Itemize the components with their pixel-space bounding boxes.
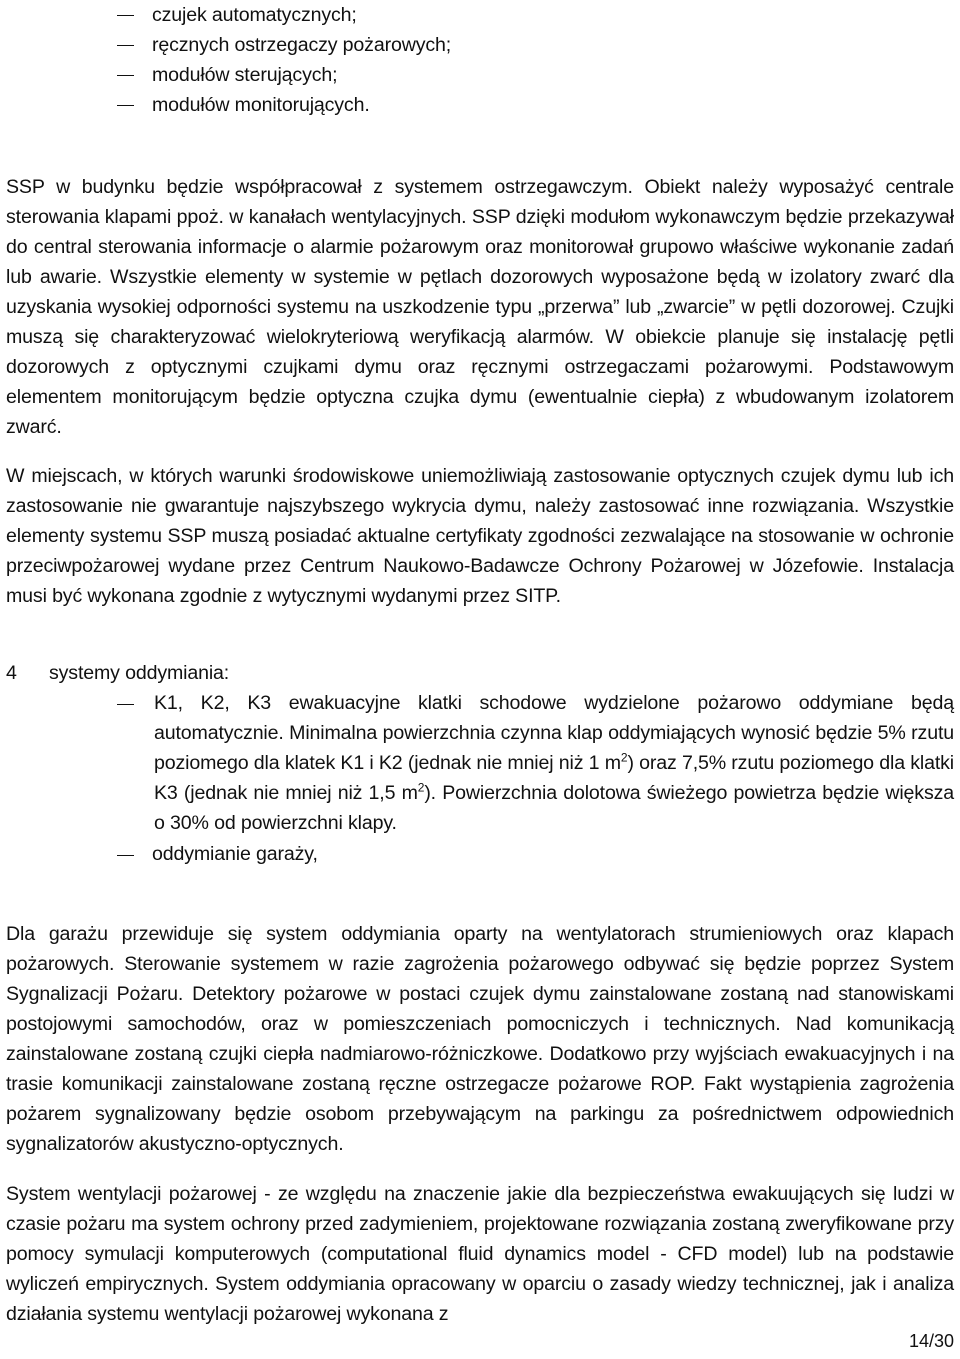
dash-bullet-icon xyxy=(117,105,134,106)
section-number: 4 xyxy=(6,662,17,684)
section-title: systemy oddymiania: xyxy=(49,662,230,684)
page-number: 14/30 xyxy=(908,1331,954,1351)
list-item-garages: oddymianie garaży, xyxy=(152,843,318,865)
stairwell-text-2: ) oraz 7,5% rzutu poziomego dla klatki K3 (jednak nie mniej niż 1,5 m xyxy=(154,752,954,804)
top-bullet-list xyxy=(0,0,960,120)
list-item-text: czujek automatycznych; xyxy=(152,4,357,26)
list-item xyxy=(0,60,960,90)
stairwell-text-1: K1, K2, K3 ewakuacyjne klatki schodowe wydzielone pożarowo oddymiane będą automatycznie. Minimalna powierzchnia czynna klap oddymiających wynosić będzie 5% rzutu poziomego dla klatek K1 i K2 (jednak nie mniej niż 1 m xyxy=(154,692,954,774)
paragraph-garage-smoke: Dla garażu przewiduje się system oddymiania oparty na wentylatorach strumieniowych oraz klapach pożarowych. Sterowanie systemem w razie zagrożenia pożarowego odbywać się będzie poprzez System Sygnalizacji Pożaru. Detektory pożarowe w postaci czujek dymu zainstalowane zostaną nad stanowiskami postojowymi samochodów, oraz w pomieszczeniach pomocniczych i technicznych. Nad komunikacją zainstalowane zostaną czujki ciepła nadmiarowo-różniczkowe. Dodatkowo przy wyjściach ewakuacyjnych i na trasie komunikacji zainstalowane zostaną ręczne ostrzegacze pożarowe ROP. Fakt wystąpienia zagrożenia pożarem sygnalizowany będzie osobom przebywającym na parkingu za pośrednictwem odpowiednich sygnalizatorów akustyczno-optycznych. xyxy=(6,923,954,1155)
list-item xyxy=(0,0,960,30)
dash-bullet-icon xyxy=(117,855,134,856)
list-item-text: ręcznych ostrzegaczy pożarowych; xyxy=(152,34,452,56)
paragraph-fire-ventilation: System wentylacji pożarowej - ze względu na znaczenie jakie dla bezpieczeństwa ewakuujących się ludzi w czasie pożaru ma system ochrony przed zadymieniem, projektowane rozwiązania zostaną zweryfikowane przy pomocy symulacji komputerowych (computational fluid dynamics model - CFD model) lub na podstawie wyliczeń empirycznych. System oddymiania opracowany w oparciu o zasady wiedzy technicznej, jak i analiza działania systemu wentylacji pożarowej wykonana z xyxy=(6,1183,954,1325)
dash-bullet-icon xyxy=(117,45,134,46)
list-item-text: modułów monitorujących. xyxy=(152,94,370,116)
paragraph-alternative-solutions: W miejscach, w których warunki środowiskowe uniemożliwiają zastosowanie optycznych czujek dymu lub ich zastosowanie nie gwarantuje najszybszego wykrycia dymu, należy zastosować inne rozwiązania. Wszystkie elementy systemu SSP muszą posiadać aktualne certyfikaty zgodności zezwalające na stosowanie w ochronie przeciwpożarowej wydane przez Centrum Naukowo-Badawcze Ochrony Pożarowej w Józefowie. Instalacja musi być wykonana zgodnie z wytycznymi wydanymi przez SITP. xyxy=(6,465,954,607)
stairwell-text-3: ). Powierzchnia dolotowa świeżego powietrza będzie większa o 30% od powierzchni klapy. xyxy=(154,782,954,834)
list-item xyxy=(0,90,960,120)
paragraph-ssp-cooperation: SSP w budynku będzie współpracował z systemem ostrzegawczym. Obiekt należy wyposażyć centrale sterowania klapami ppoż. w kanałach wentylacyjnych. SSP dzięki modułom wykonawczym będzie przekazywał do central sterowania informacje o alarmie pożarowym oraz monitorował grupowo właściwe wykonanie zadań lub awarie. Wszystkie elementy w systemie w pętlach dozorowych wyposażone będą w izolatory zwarć dla uzyskania wysokiej odporności systemu na uszkodzenie typu „przerwa” lub „zwarcie” w pętli dozorowej. Czujki muszą się charakteryzować wielokryteriową weryfikacją alarmów. W obiekcie planuje się instalację pętli dozorowych z optycznymi czujkami dymu oraz ręcznymi ostrzegaczami pożarowymi. Podstawowym elementem monitorującym będzie optyczna czujka dymu (ewentualnie ciepła) z wbudowanym izolatorem zwarć. xyxy=(6,176,954,438)
dash-bullet-icon xyxy=(117,15,134,16)
superscript: 2 xyxy=(620,750,628,765)
superscript: 2 xyxy=(417,780,425,795)
list-item-stairwells xyxy=(154,688,954,838)
section-heading xyxy=(6,658,906,688)
dash-bullet-icon xyxy=(117,75,134,76)
list-item xyxy=(0,30,960,60)
dash-bullet-icon xyxy=(117,704,134,705)
list-item-text: modułów sterujących; xyxy=(152,64,338,86)
